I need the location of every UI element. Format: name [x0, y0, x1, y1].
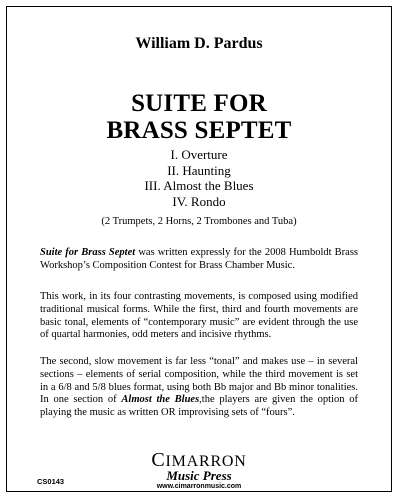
publisher-url: www.cimarronmusic.com: [156, 483, 242, 490]
movement-item: III. Almost the Blues: [144, 178, 254, 193]
publisher-subtitle: Music Press: [166, 468, 232, 483]
movement-list: [7, 147, 391, 209]
publisher-name-initial: C: [151, 449, 166, 471]
publisher-name-rest: IMARRON: [165, 453, 247, 470]
description-paragraph-3: [40, 356, 358, 420]
paragraph-text: was written expressly for the 2008 Humboldt Brass Workshop’s Composition Contest for Brass Chamber Music.: [40, 247, 359, 271]
catalog-number: CS0143: [37, 477, 65, 486]
paragraph-text: The second, slow movement is far less “tonal” and makes use – in several sections – elements of serial composition, while the third movement is set in a 6/8 and 5/8 blues format, using both Bb major and Bb minor tonalities. In one section of: [40, 356, 358, 406]
publisher-logo: [7, 449, 391, 491]
instrumentation: (2 Trumpets, 2 Horns, 2 Trombones and Tuba): [101, 216, 297, 227]
movement-item: II. Haunting: [167, 162, 231, 178]
movement-title-inline: Almost the Blues: [121, 394, 200, 406]
piece-title-inline: Suite for Brass Septet: [40, 247, 136, 258]
movement-item: I. Overture: [170, 147, 228, 162]
cover-page: [6, 6, 392, 492]
movement-item: IV. Rondo: [172, 193, 226, 209]
paragraph-text: ,the players are given the option of playing the music as written OR improvising sets of “fours”.: [40, 394, 358, 419]
description-paragraph-2: This work, in its four contrasting movements, is composed using modified traditional musical forms. While the first, third and fourth movements are basic tonal, elements of “contemporary music” are evident through the use of quartal harmonies, odd meters and incisive rhythms.: [40, 291, 358, 341]
title-line-2: BRASS SEPTET: [106, 117, 292, 144]
title-line-1: SUITE FOR: [131, 90, 267, 117]
composer-name: William D. Pardus: [135, 35, 263, 52]
piece-title: [7, 90, 391, 144]
description-paragraph-1: [40, 247, 358, 273]
